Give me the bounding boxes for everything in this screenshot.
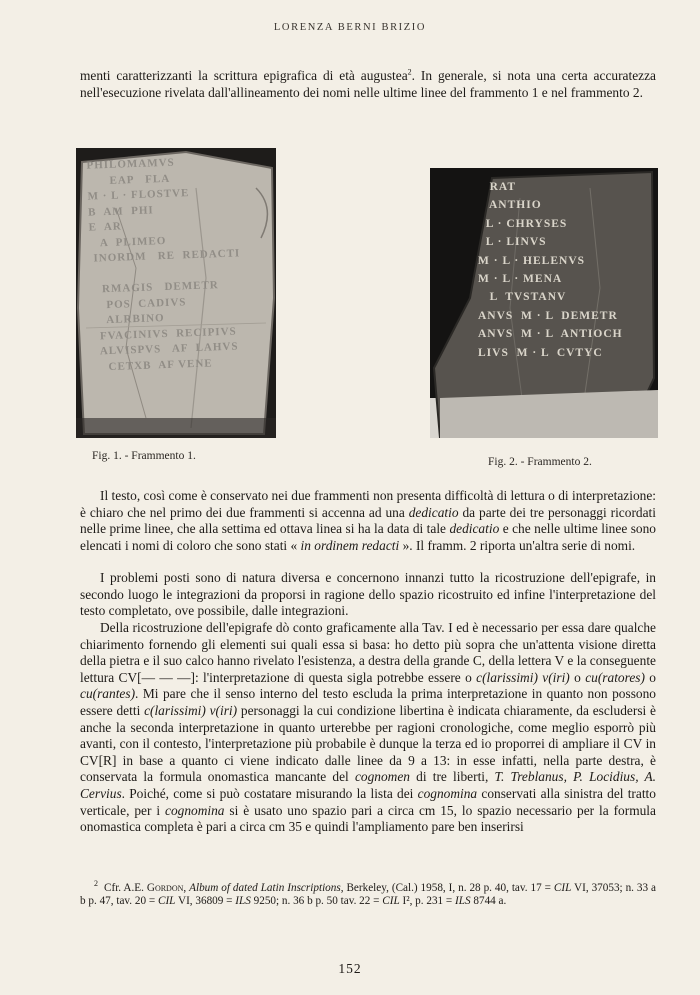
italic-term: dedicatio: [449, 521, 500, 537]
text-run: . Mi pare che il senso interno del testo escluda la prima interpretazione in quanto non possono essere detti: [80, 686, 656, 718]
figure-1-caption: Fig. 1. - Frammento 1.: [92, 450, 196, 462]
text-run: VI, 36809 =: [175, 895, 236, 908]
italic-term: c(larissimi) v(iri): [476, 669, 570, 685]
abbrev: ILS: [235, 895, 251, 908]
footnote-mark: 2: [94, 879, 98, 889]
text-run: 9250; n. 36 b p. 50 tav. 22 =: [250, 895, 383, 908]
running-head: LORENZA BERNI BRIZIO: [273, 22, 427, 33]
intro-text-a: menti caratterizzanti la scrittura epigrafica di età augustea: [80, 68, 408, 83]
text-run: o: [644, 669, 657, 685]
italic-term: dedicatio: [408, 504, 459, 520]
abbrev: ILS: [455, 895, 471, 908]
text-run: 8744 a.: [470, 895, 507, 908]
text-run: di tre liberti,: [410, 769, 495, 785]
text-run: ,: [183, 882, 190, 894]
abbrev: CIL: [553, 882, 572, 894]
italic-term: T. Treblanus, P. Locidius, A. Cervius: [80, 769, 657, 801]
abbrev: CIL: [157, 895, 176, 908]
figure-1: [76, 148, 276, 438]
text-run: si è usato uno spazio pari a circa cm 15, lo spazio necessario per la formula onomastica completa è pari a circa cm 35 e quindi l'ampliamento pare ben inserirsi: [80, 802, 656, 835]
text-run: . Poiché, come si può costatare misurando la lista dei: [121, 785, 418, 801]
figure-2-caption: Fig. 2. - Frammento 2.: [488, 456, 592, 468]
italic-term: cognomina: [417, 785, 478, 801]
paragraph-text-description: [80, 488, 656, 554]
italic-term: cognomina: [165, 802, 225, 818]
italic-term: c(larissimi) v(iri): [144, 702, 238, 718]
text-run: o: [569, 669, 586, 685]
page-number: 152: [338, 961, 362, 976]
author-name: Gordon: [146, 882, 184, 894]
text-run: conservati alla sinistra del tratto verticale, per i: [80, 785, 656, 818]
text-run: VI, 37053; n. 33 a b p. 47, tav. 20 =: [80, 882, 656, 908]
fragment-1-inscription: PHILOMAMVS EAP FLA M · L · FLOSTVE B AM PHI E AR A PLIMEO INORDM RE REDACTI RMAGIS DEMETR POS CADIVS ALRBINO FVACINIVS RECIPIVS ALVISPVS AF LAHVS CETXB AF VENE: [86, 156, 241, 374]
italic-term: in ordinem redacti: [300, 537, 400, 553]
figure-2: [430, 168, 658, 438]
text-run: da parte dei tre personaggi ricordati nelle prime linee, che alla settima ed ottava linea si ha la data di tale: [80, 504, 656, 537]
italic-term: cu(ratores): [585, 669, 645, 685]
text-run: I², p. 231 =: [399, 895, 456, 908]
text-run: Della ricostruzione dell'epigrafe dò conto graficamente alla Tav. I ed è necessario per essa dare qualche chiarimento fornendo gli elementi sui quali essa si basa: ho detto più sopra che un'attenta visione diretta della pietra e il suo calco hanno rivelato l'esistenza, a destra della grande C, della lettera V e la conseguente lettura CV[— — —]: l'interpretazione di questa sigla potrebbe essere o: [80, 620, 656, 685]
intro-paragraph: [80, 68, 656, 101]
text-run: e che nelle ultime linee sono elencati i nomi di coloro che sono stati «: [80, 521, 656, 553]
text-run: , Berkeley, (Cal.) 1958, I, n. 28 p. 40, tav. 17 =: [340, 882, 554, 894]
text-run: Il testo, così come è conservato nei due frammenti non presenta difficoltà di lettura o di interpretazione: è chiaro che nel primo dei due frammenti si accenna ad una: [80, 488, 656, 520]
book-title: Album of dated Latin Inscriptions: [189, 882, 341, 894]
intro-text-b: . In generale, si nota una certa accuratezza nell'esecuzione rivelata dall'allineamento dei nomi nelle ultime linee del frammento 1 e nel frammento 2.: [80, 68, 656, 100]
abbrev: CIL: [382, 895, 400, 908]
text-run: Cfr. A.E.: [104, 882, 147, 894]
italic-term: cu(rantes): [80, 686, 136, 702]
paragraph-reconstruction: [80, 620, 656, 836]
footnote-2: [80, 879, 656, 909]
text-run: ». Il framm. 2 riporta un'altra serie di nomi.: [399, 537, 636, 553]
italic-term: cognomen: [354, 769, 410, 785]
text-run: personaggi la cui condizione libertina è indicata chiaramente, da escludersi è anche la seconda interpretazione in quanto urterebbe per ragioni cronologiche, come meglio esporrò più avanti, con il contesto, l'interpretazione più probabile è dunque la terza ed io proporrei di ampliare il CV in CV[R] in base a quanto ci viene indicato dalle linee da 9 a 13: in esse infatti, nella parte destra, è conservata la formula onomastica mancante del: [80, 702, 656, 785]
fragment-2-photo: [430, 168, 658, 438]
fragment-2-inscription: RAT ANTHIO L · CHRYSES L · LINVS M · L · HELENVS M · L · MENA L TVSTANV ANVS M · L DEMETR ANVS M · L ANTIOCH LIVS M · L CVTYC: [478, 181, 623, 359]
paragraph-problems: I problemi posti sono di natura diversa e concernono innanzi tutto la ricostruzione dell'epigrafe, in secondo luogo le integrazioni da proporsi in ragione dello spazio ricostruito ed infine l'interpretazione del testo completato, ove possibile, dalle integrazioni.: [80, 570, 656, 619]
fragment-1-photo: [76, 148, 276, 438]
footnote-reference[interactable]: 2: [407, 67, 412, 77]
